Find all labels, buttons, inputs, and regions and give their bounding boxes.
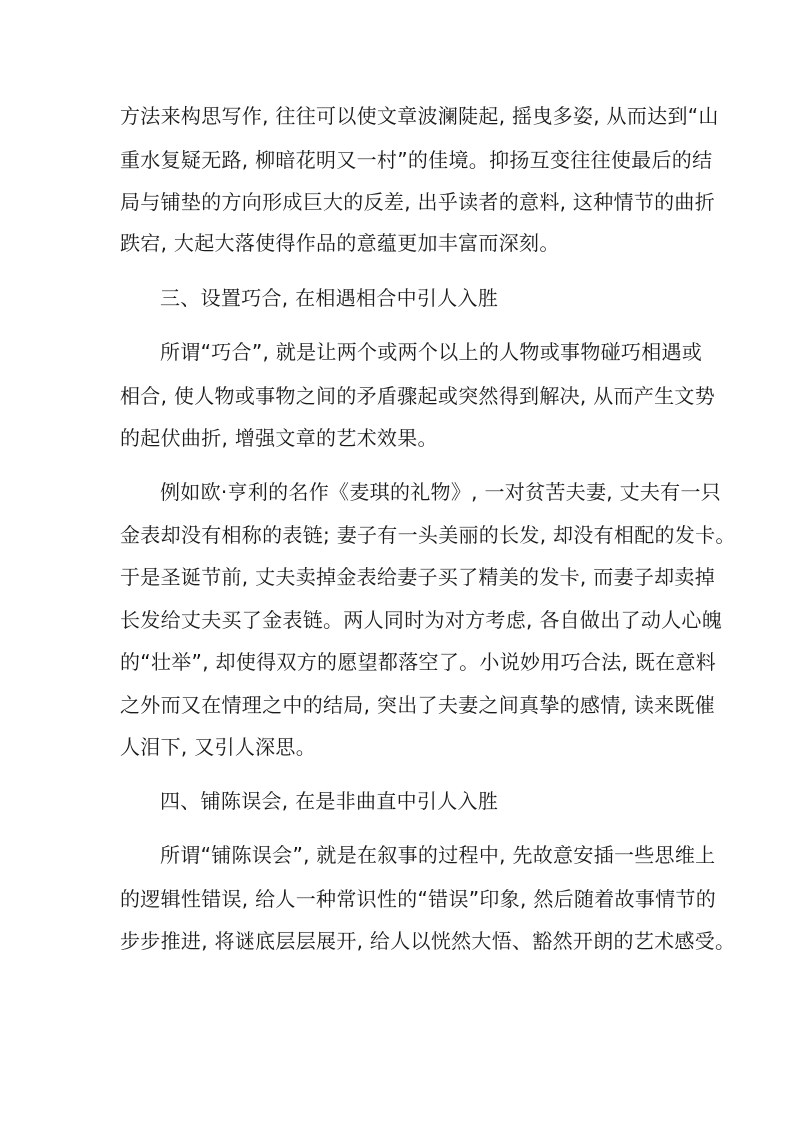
- text-line: 例如欧·亨利的名作《麦琪的礼物》, 一对贫苦夫妻, 丈夫有一只: [160, 480, 722, 504]
- text-line: 所谓“巧合”, 就是让两个或两个以上的人物或事物碰巧相遇或: [160, 340, 703, 364]
- text-line: 所谓“铺陈误会”, 就是在叙事的过程中, 先故意安插一些思维上: [160, 843, 716, 867]
- text-line: 方法来构思写作, 往往可以使文章波澜陡起, 摇曳多姿, 从而达到“山: [120, 104, 719, 128]
- text-line: 的逻辑性错误, 给人一种常识性的“错误”印象, 然后随着故事情节的: [120, 887, 717, 911]
- text-line: 人泪下, 又引人深思。: [120, 735, 317, 759]
- text-line: 步步推进, 将谜底层层展开, 给人以恍然大悟、豁然开朗的艺术感受。: [120, 929, 736, 953]
- section-heading: 四、铺陈误会, 在是非曲直中引人入胜: [160, 789, 499, 813]
- text-line: 的起伏曲折, 增强文章的艺术效果。: [120, 426, 438, 450]
- section-heading: 三、设置巧合, 在相遇相合中引人入胜: [160, 286, 499, 310]
- text-line: 重水复疑无路, 柳暗花明又一村”的佳境。抑扬互变往往使最后的结: [120, 148, 713, 172]
- text-line: 金表却没有相称的表链; 妻子有一头美丽的长发, 却没有相配的发卡。: [120, 523, 736, 547]
- text-line: 于是圣诞节前, 丈夫卖掉金表给妻子买了精美的发卡, 而妻子却卖掉: [120, 565, 716, 589]
- text-line: 局与铺垫的方向形成巨大的反差, 出乎读者的意料, 这种情节的曲折: [120, 190, 716, 214]
- text-line: 跌宕, 大起大落使得作品的意蕴更加丰富而深刻。: [120, 231, 560, 255]
- text-line: 长发给丈夫买了金表链。两人同时为对方考虑, 各自做出了动人心魄: [120, 608, 723, 632]
- text-line: 相合, 使人物或事物之间的矛盾骤起或突然得到解决, 从而产生文势: [120, 384, 716, 408]
- text-line: 之外而又在情理之中的结局, 突出了夫妻之间真挚的感情, 读来既催: [120, 693, 716, 717]
- text-line: 的“壮举”, 却使得双方的愿望都落空了。小说妙用巧合法, 既在意料: [120, 650, 717, 674]
